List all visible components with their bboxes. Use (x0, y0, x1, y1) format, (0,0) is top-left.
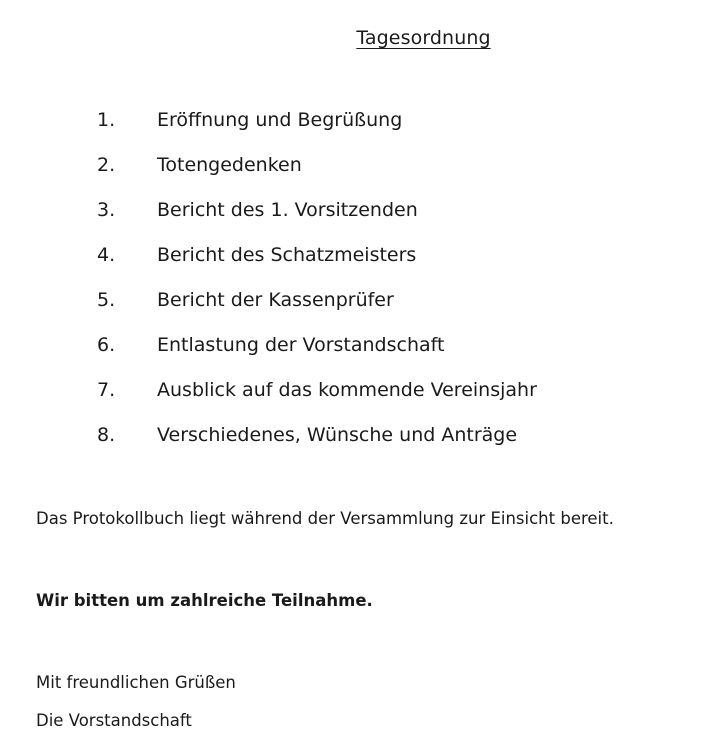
agenda-item (97, 199, 537, 244)
agenda-number: 1. (97, 109, 116, 131)
agenda-number: 3. (97, 199, 116, 221)
agenda-item (97, 289, 537, 334)
agenda-item (97, 109, 537, 154)
agenda-text: Eröffnung und Begrüßung (157, 109, 403, 131)
signature: Die Vorstandschaft (36, 711, 192, 730)
agenda-text: Entlastung der Vorstandschaft (157, 334, 445, 356)
agenda-number: 6. (97, 334, 116, 356)
protocol-note: Das Protokollbuch liegt während der Versammlung zur Einsicht bereit. (36, 509, 614, 528)
agenda-item (97, 424, 537, 469)
agenda-number: 5. (97, 289, 116, 311)
closing-request: Wir bitten um zahlreiche Teilnahme. (36, 591, 373, 610)
agenda-list (97, 109, 537, 469)
agenda-item (97, 244, 537, 289)
agenda-number: 2. (97, 154, 116, 176)
agenda-text: Bericht der Kassenprüfer (157, 289, 394, 311)
agenda-number: 7. (97, 379, 116, 401)
agenda-number: 8. (97, 424, 116, 446)
page-title: Tagesordnung (356, 27, 491, 49)
greeting: Mit freundlichen Grüßen (36, 673, 236, 692)
agenda-text: Totengedenken (157, 154, 302, 176)
agenda-text: Bericht des 1. Vorsitzenden (157, 199, 418, 221)
agenda-text: Verschiedenes, Wünsche und Anträge (157, 424, 518, 446)
agenda-item (97, 154, 537, 199)
agenda-item (97, 334, 537, 379)
agenda-text: Ausblick auf das kommende Vereinsjahr (157, 379, 537, 401)
agenda-text: Bericht des Schatzmeisters (157, 244, 417, 266)
agenda-number: 4. (97, 244, 116, 266)
agenda-item (97, 379, 537, 424)
